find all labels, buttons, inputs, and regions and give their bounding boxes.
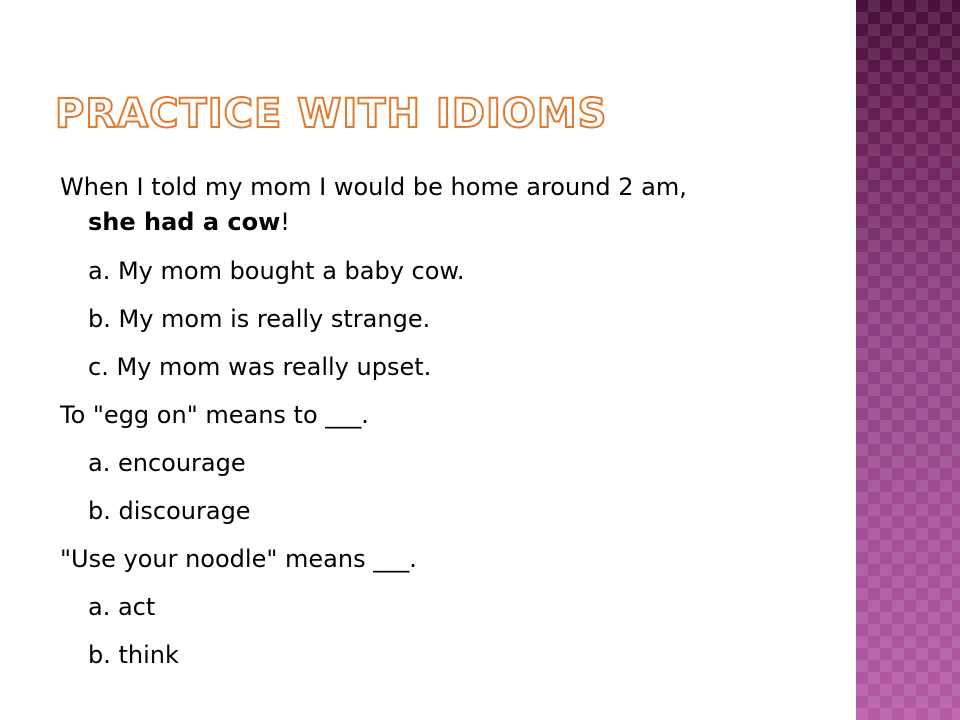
spacer: [60, 240, 960, 254]
spacer: [60, 384, 960, 398]
spacer: [60, 624, 960, 638]
spacer: [60, 528, 960, 542]
slide-body: [60, 170, 960, 672]
question-1-stem-continued: [60, 204, 960, 240]
question-1-option-a: a. My mom bought a baby cow.: [88, 257, 465, 285]
question-2-option-b: b. discourage: [88, 497, 251, 525]
question-2-stem: To "egg on" means to ___.: [60, 401, 369, 429]
question-3-stem: "Use your noodle" means ___.: [60, 545, 417, 573]
question-1-stem: [60, 170, 960, 204]
question-1-stem-text: When I told my mom I would be home around 2 am,: [60, 173, 687, 201]
question-3-option-a: a. act: [88, 593, 156, 621]
question-1-stem-suffix: !: [280, 208, 290, 236]
question-1-option-c: c. My mom was really upset.: [88, 353, 432, 381]
spacer: [60, 576, 960, 590]
question-3-option-b: b. think: [88, 641, 179, 669]
slide-title: PRACTICE WITH IDIOMS: [55, 91, 608, 137]
spacer: [60, 432, 960, 446]
question-2-option-a: a. encourage: [88, 449, 246, 477]
idiom-highlight: she had a cow: [88, 208, 281, 236]
question-1-option-b: b. My mom is really strange.: [88, 305, 431, 333]
spacer: [60, 288, 960, 302]
spacer: [60, 336, 960, 350]
spacer: [60, 480, 960, 494]
